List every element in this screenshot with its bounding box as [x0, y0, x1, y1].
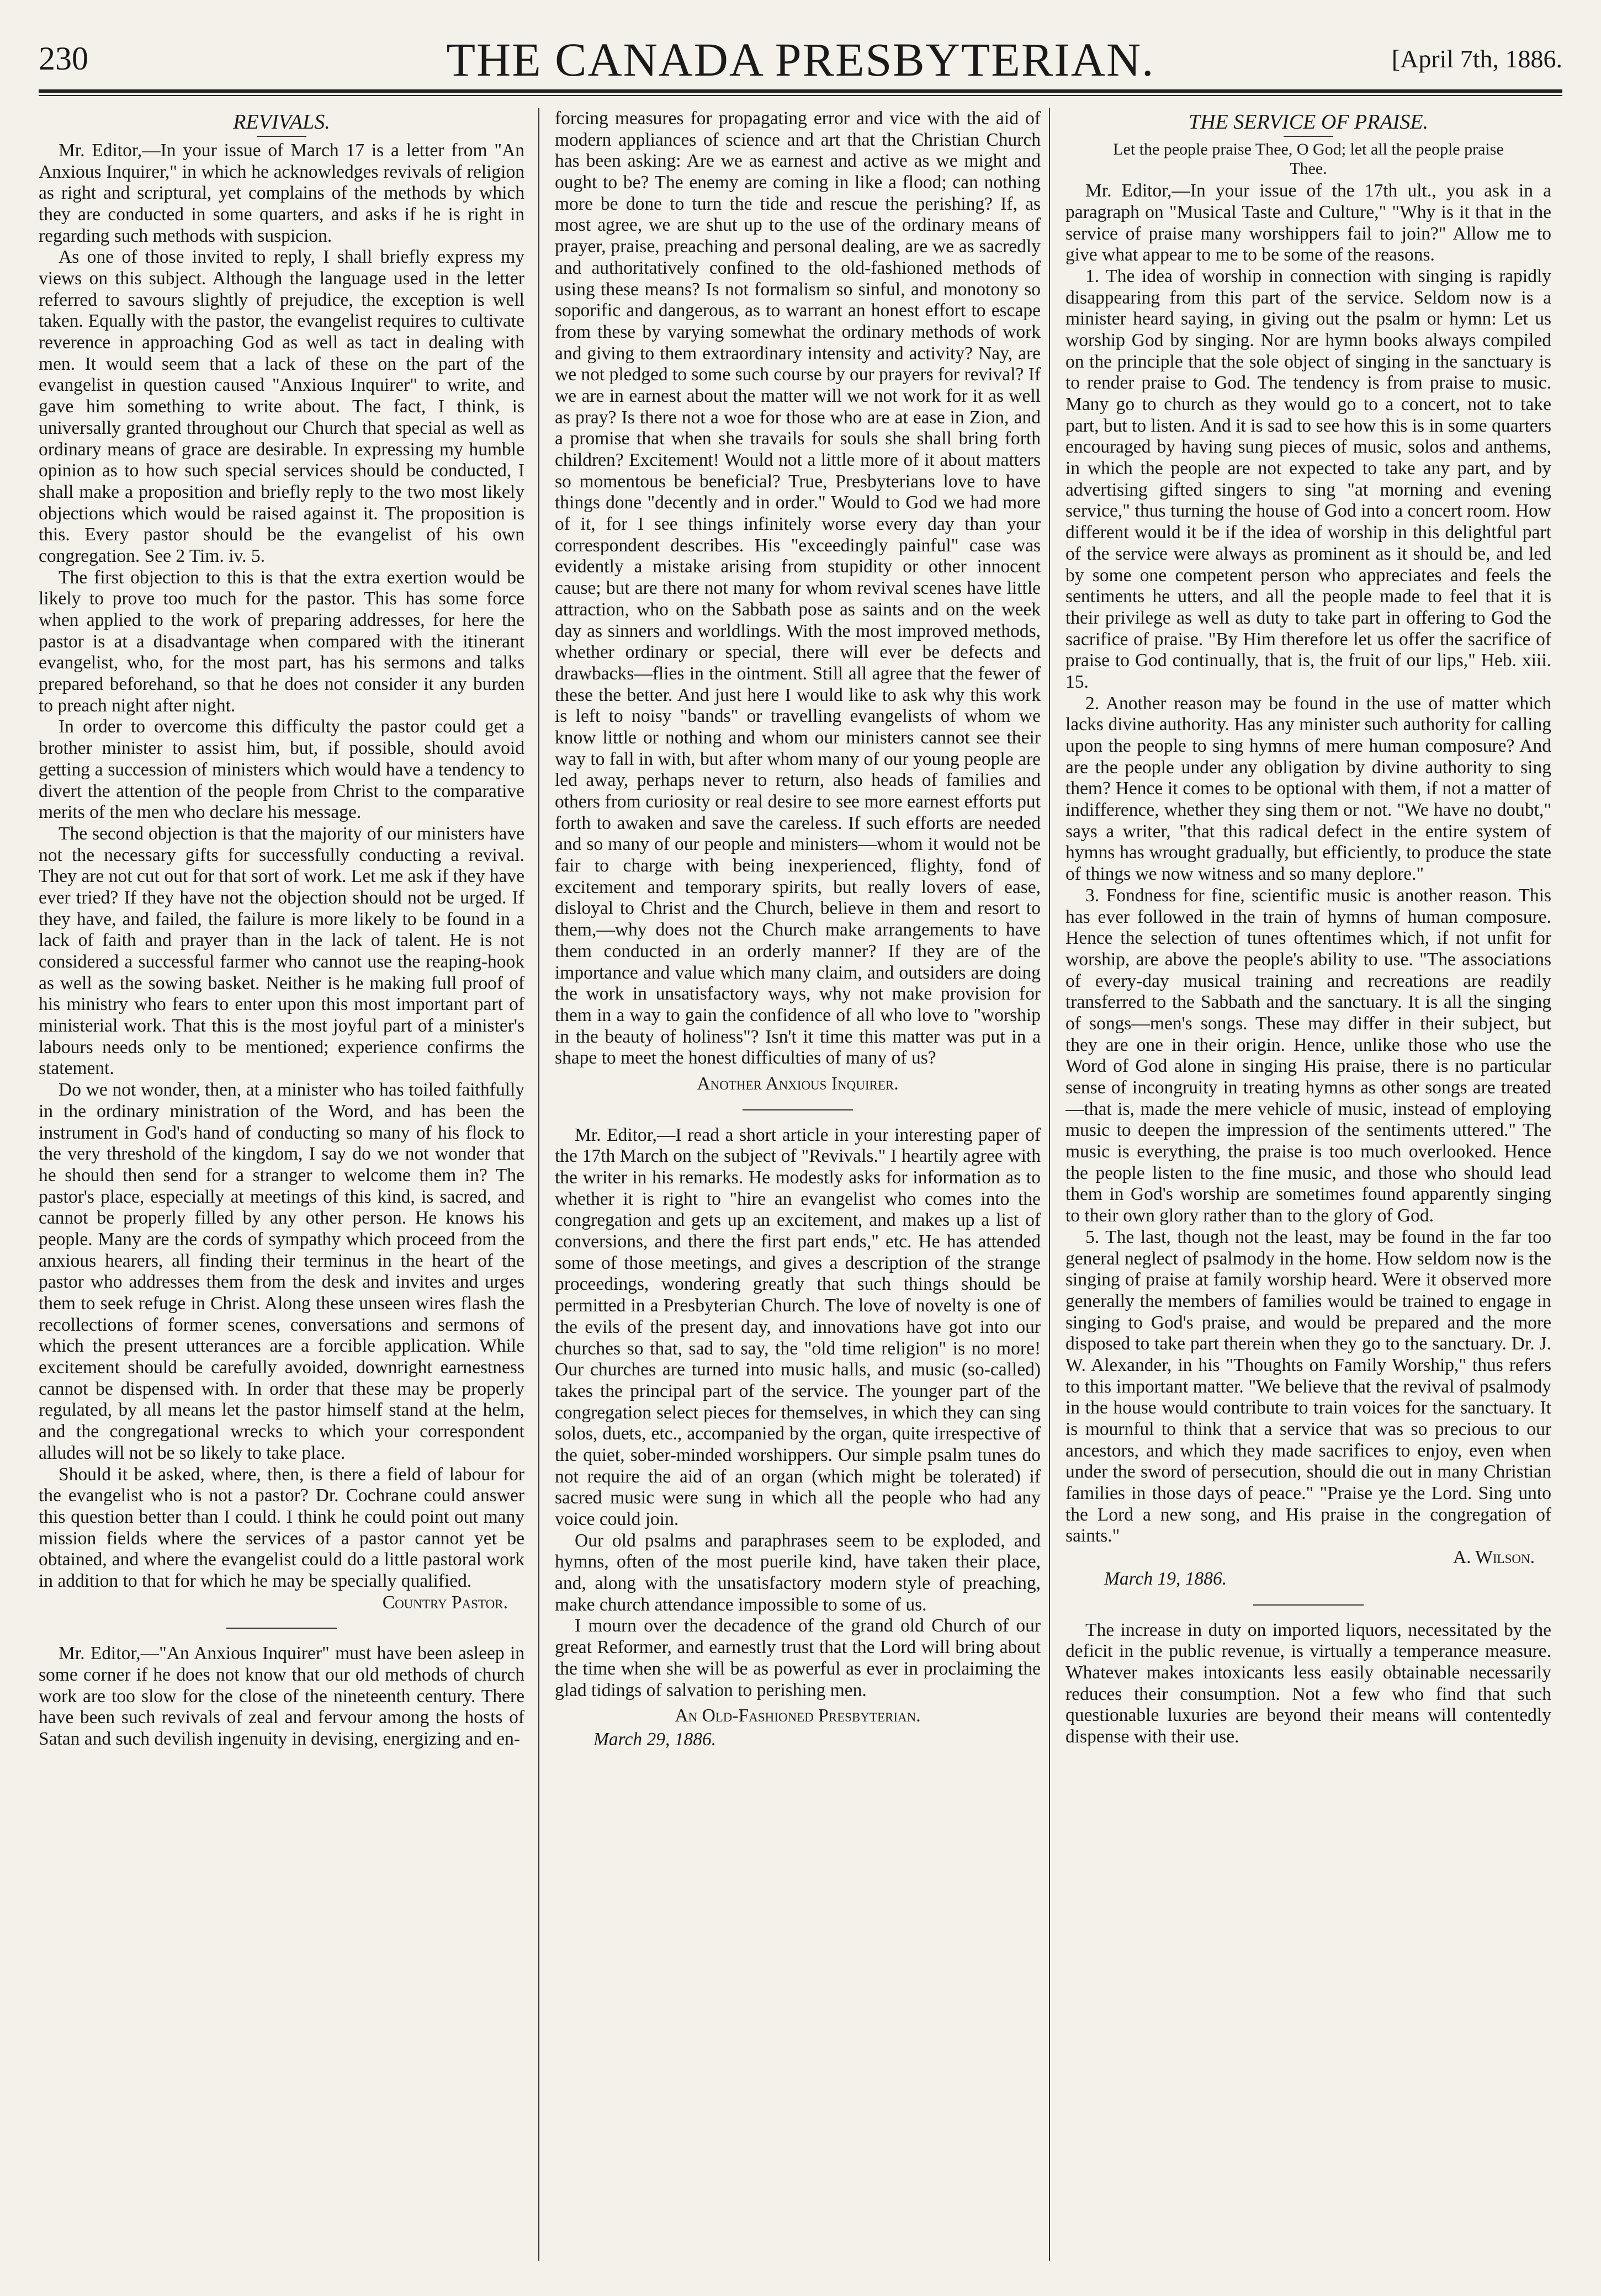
- signature-a-wilson: A. Wilson.: [1452, 1547, 1535, 1568]
- paragraph: Mr. Editor,—"An Anxious Inquirer" must have been asleep in some corner if he does not know that our old methods of church work are too slow for the close of the nineteenth century. There have been such revivals of zeal and fervour among the hosts of Satan and such devilish ingenuity in devising, energizing and en-: [39, 1643, 524, 1750]
- page-number: 230: [39, 40, 88, 77]
- paragraph: Do we not wonder, then, at a minister who has toiled faithfully in the ordinary ministration of the Word, and has been the instrument in God's hand of conducting so many of his flock to the very threshold of the kingdom, I say do we not wonder that he should then send for a stranger to welcome them in? The pastor's place, especially at meetings of this kind, is sacred, and cannot be properly filled by any other person. He knows his people. Many are the cords of sympathy which proceed from the anxious hearers, all finding their terminus in the heart of the pastor who addresses them from the desk and invites and urges them to seek refuge in Christ. Along these unseen wires flash the recollections of former scenes, conversations and sermons of which the present utterances are a forcible application. While excitement should be carefully avoided, downright earnestness cannot be dispensed with. In order that these may be properly regulated, by all means let the pastor himself stand at the helm, and the congregational wrecks to which your correspondent alludes will not be so likely to take place.: [39, 1080, 524, 1463]
- paragraph: Mr. Editor,—In your issue of March 17 is a letter from "An Anxious Inquirer," in which he acknowledges revivals of religion as right and scriptural, yet complains of the methods by which they are conducted in some quarters, and asks if he is right in regarding such methods with suspicion.: [39, 140, 524, 246]
- signature-country-pastor: Country Pastor.: [382, 1592, 508, 1613]
- column-2: [555, 108, 1041, 2283]
- issue-date: [April 7th, 1886.: [1391, 45, 1562, 73]
- signature-another-anxious-inquirer: Another Anxious Inquirer.: [697, 1073, 899, 1094]
- column-1: [39, 108, 524, 2283]
- column-divider-2: [1049, 108, 1050, 2261]
- masthead: [39, 22, 1562, 88]
- paragraph: 5. The last, though not the least, may be found in the far too general neglect of psalmody in the home. How seldom now is the singing of praise at family worship heard. Were it observed more generally the members of families would be trained to engage in singing to God's praise, and would be prepared and the more disposed to take part therein when they go to the sanctuary. Dr. J. W. Alexander, in his "Thoughts on Family Worship," thus refers to this important matter. "We believe that the revival of psalmody in the house would contribute to train voices for the sanctuary. It is mournful to think that a service that was so precious to our ancestors, and which they made sacrifices to enjoy, even when under the sword of persecution, should die out in many Christian families in those days of peace." "Praise ye the Lord. Sing unto the Lord a new song, and His praise in the congregation of saints.": [1065, 1226, 1551, 1546]
- column-3: [1065, 108, 1551, 2283]
- epigraph: Let the people praise Thee, O God; let all the people praise Thee.: [1113, 140, 1504, 178]
- letter-separator: [226, 1628, 337, 1629]
- paragraph: Our old psalms and paraphrases seem to be exploded, and hymns, often of the most puerile kind, have taken their place, and, along with the unsatisfactory modern style of preaching, make church attendance impossible to some of us.: [555, 1530, 1041, 1615]
- paragraph: The first objection to this is that the extra exertion would be likely to prove too much for the pastor. This has some force when applied to the work of preparing addresses, for here the pastor is at a disadvantage when compared with the itinerant evangelist, who, for the most part, has his sermons and talks prepared beforehand, so that he does not consider it any burden to preach night after night.: [39, 567, 524, 716]
- letter-date: March 29, 1886.: [593, 1729, 717, 1750]
- article-heading-revivals: REVIVALS.: [233, 110, 330, 134]
- article-heading-service-of-praise: THE SERVICE OF PRAISE.: [1188, 110, 1429, 134]
- paragraph: 3. Fondness for fine, scientific music is another reason. This has ever followed in the train of hymns of human composure. Hence the selection of tunes oftentimes which, if not unfit for worship, are above the people's ability to use. "The associations of every-day musical training and recreations are readily transferred to the Sabbath and the sanctuary. It is all the singing of songs—men's songs. These may differ in their subject, but they are one in their origin. Hence, unlike those who use the Word of God alone in singing His praise, there is no particular sense of incongruity in treating hymns as other songs are treated—that is, made the mere vehicle of music, instead of employing music to deepen the impression of the sentiments uttered." The music is everything, the praise is too much overlooked. Hence the people listen to the fine music, and those who should lead them in God's worship are sometimes found apparently singing to their own glory rather than to the glory of God.: [1065, 885, 1551, 1226]
- letter-separator: [743, 1109, 853, 1110]
- heading-rule: [257, 136, 306, 137]
- temperance-note: The increase in duty on imported liquors, necessitated by the deficit in the public revenue, is virtually a temperance measure. Whatever makes intoxicants less easily obtainable necessarily reduces their consumption. Not a few who find that such questionable luxuries are beyond their means will contentedly dispense with their use.: [1065, 1619, 1551, 1747]
- letter-date: March 19, 1886.: [1104, 1568, 1227, 1589]
- masthead-rule-thin: [39, 95, 1562, 96]
- masthead-rule: [39, 89, 1562, 93]
- paragraph: In order to overcome this difficulty the pastor could get a brother minister to assist him, but, if possible, should avoid getting a succession of ministers which would have a tendency to divert the attention of the people from Christ to the comparative merits of the men who declare his message.: [39, 716, 524, 823]
- paragraph: As one of those invited to reply, I shall briefly express my views on this subject. Although the language used in the letter referred to savours slightly of prejudice, the exception is well taken. Equally with the pastor, the evangelist requires to cultivate reverence in approaching God as well as tact in dealing with men. It would seem that a lack of these on the part of the evangelist in question caused "Anxious Inquirer" to write, and gave him something to write about. The fact, I think, is universally granted throughout our Church that special as well as ordinary means of grace are desirable. In expressing my humble opinion as to how such special services should be conducted, I shall make a proposition and briefly reply to the two most likely objections which would be raised against it. The proposition is this. Every pastor should be the evangelist of his own congregation. See 2 Tim. iv. 5.: [39, 247, 524, 566]
- paragraph: Mr. Editor,—I read a short article in your interesting paper of the 17th March on the subject of "Revivals." I heartily agree with the writer in his remarks. He modestly asks for information as to whether it is right to "hire an evangelist who comes into the congregation and gets up an excitement, and makes up a list of conversions, and there the first part ends," etc. He has attended some of those meetings, and gives a description of the strange proceedings, wondering greatly that such things should be permitted in a Presbyterian Church. The love of novelty is one of the evils of the present day, and innovations have got into our churches so that, sad to say, the "old time religion" is no more! Our churches are turned into music halls, and music (so-called) takes the principal part of the service. The younger part of the congregation select pieces for themselves, in which they can sing solos, duets, etc., accompanied by the organ, quite irrespective of the quiet, sober-minded worshippers. Our simple psalm tunes do not require the aid of an organ (which might be tolerated) if sacred music were sung in which all the people who had any voice could join.: [555, 1124, 1041, 1529]
- heading-rule: [1284, 136, 1333, 137]
- column-divider-1: [538, 108, 539, 2261]
- paragraph: 1. The idea of worship in connection with singing is rapidly disappearing from this part of the service. Seldom now is a minister heard saying, in giving out the psalm or hymn: Let us worship God by singing. Nor are hymn books always compiled on the principle that the sole object of singing in the sanctuary is to render praise to God. The tendency is from praise to music. Many go to church as they would go to a concert, not to take part, but to listen. And it is sad to see how this is in some quarters encouraged by having sung pieces of music, solos and anthems, in which the people are not expected to take any part, and by advertising gifted singers to sing "at morning and evening service," thus turning the house of God into a concert room. How different would it be if the idea of worship in this delightful part of the service were always as prominent as it should be, and led by some one competent person who appreciates and feels the sentiments he utters, and all the people made to feel that it is their privilege as well as duty to take part in offering to God the sacrifice of praise. "By Him therefore let us offer the sacrifice of praise to God continually, that is, the fruit of our lips," Heb. xiii. 15.: [1065, 265, 1551, 692]
- paragraph: Mr. Editor,—In your issue of the 17th ult., you ask in a paragraph on "Musical Taste and Culture," "Why is it that in the service of praise many worshippers fail to join?" Allow me to give what appear to me to be some of the reasons.: [1065, 180, 1551, 265]
- signature-old-fashioned-presbyterian: An Old-Fashioned Presbyterian.: [675, 1705, 921, 1726]
- article-separator: [1253, 1604, 1364, 1606]
- newspaper-title: THE CANADA PRESBYTERIAN.: [446, 33, 1155, 86]
- paragraph: I mourn over the decadence of the grand old Church of our great Reformer, and earnestly trust that the Lord will bring about the time when she will be as powerful as ever in proclaiming the glad tidings of salvation to perishing men.: [555, 1615, 1041, 1700]
- paragraph: forcing measures for propagating error and vice with the aid of modern appliances of science and art that the Christian Church has been asking: Are we as earnest and active as we might and ought to be? The enemy are coming in like a flood; can nothing more be done to turn the tide and rescue the perishing? If, as most agree, we are shut up to the use of the ordinary means of prayer, praise, preaching and personal dealing, are we as sacredly and authoritatively confined to the old-fashioned methods of using these means? Is not formalism so sinful, and monotony so soporific and dangerous, as to warrant an honest effort to escape from these by varying somewhat the ordinary methods of work and giving to them extraordinary intensity and activity? Nay, are we not pledged to some such course by our prayers for revival? If we are in earnest about the matter will we not work for it as well as pray? Is there not a woe for those who are at ease in Zion, and a promise that when she travails for souls she shall bring forth children? Excitement! Would not a little more of it about matters so momentous be beneficial? True, Presbyterians love to have things done "decently and in order." Would to God we had more of it, for I see things infinitely worse every day than your correspondent describes. His "exceedingly painful" case was evidently a mistake arising from stupidity or other innocent cause; but are there not many for whom revival scenes have little attraction, who on the Sabbath pose as saints and on the week day as sinners and worldlings. With the most improved methods, whether ordinary or special, there will ever be defects and drawbacks—flies in the ointment. Still all agree that the fewer of these the better. And just here I would like to ask why this work is left to noisy "bands" or travelling evangelists of whom we know little or nothing and whom our ministers cannot see their way to fall in with, but after whom many of our young people are led away, perhaps never to return, also heads of families and others from curiosity or real desire to see more earnest efforts put forth to awaken and save the careless. If such efforts are needed and so many of our people and ministers—whom it would not be fair to charge with being inexperienced, flighty, fond of excitement and temporary spirits, but really lovers of ease, disloyal to Christ and the Church, believe in them and resort to them,—why does not the Church make arrangements to have them conducted in an orderly manner? If they are of the importance and value which many claim, and outsiders are doing the work in unsatisfactory ways, why not make provision for them in a way to gain the confidence of all who love to "worship in the beauty of holiness"? Isn't it time this matter was put in a shape to meet the honest difficulties of many of us?: [555, 108, 1041, 1069]
- paragraph: 2. Another reason may be found in the use of matter which lacks divine authority. Has any minister such authority for calling upon the people to sing hymns of mere human composure? And are the people under any obligation by divine authority to sing them? Hence it comes to be optional with them, if not a matter of indifference, whether they sing them or not. "We have no doubt," says a writer, "that this radical defect in the entire system of hymns has wrought gradually, but efficiently, to produce the state of things we now witness and so many deplore.": [1065, 693, 1551, 885]
- paragraph: The second objection is that the majority of our ministers have not the necessary gifts for successfully conducting a revival. They are not cut out for that sort of work. Let me ask if they have ever tried? If they have not the objection should not be urged. If they have, and failed, the failure is more likely to be found in a lack of faith and prayer than in the lack of talent. He is not considered a successful farmer who cannot use the reaping-hook as well as the sowing basket. Neither is he making full proof of his ministry who fears to enter upon this most important part of ministerial work. That this is the most joyful part of a minister's labours needs only to be mentioned; experience confirms the statement.: [39, 823, 524, 1079]
- paragraph: Should it be asked, where, then, is there a field of labour for the evangelist who is not a pastor? Dr. Cochrane could answer this question better than I could. I think he could point out many mission fields where the services of a pastor cannot yet be obtained, and where the evangelist could do a little pastoral work in addition to that for which he may be specially qualified.: [39, 1464, 524, 1591]
